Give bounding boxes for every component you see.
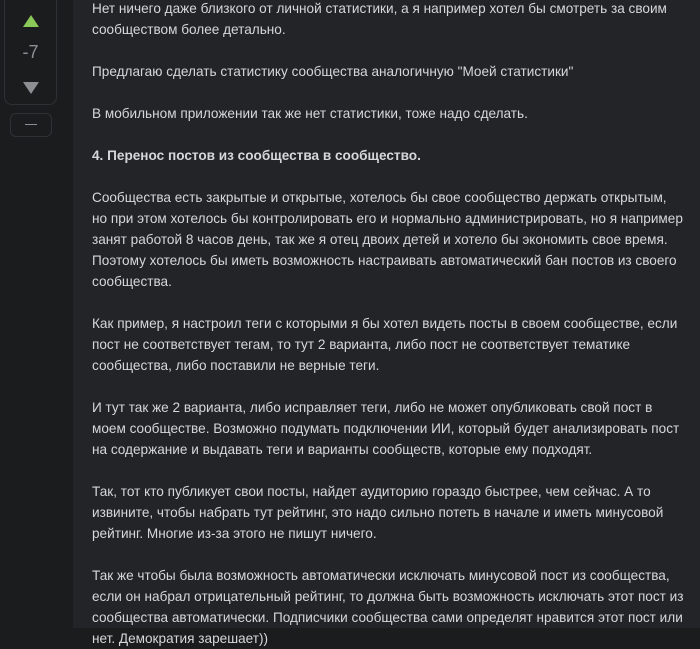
dash-icon: [25, 124, 37, 125]
post-paragraph: Как пример, я настроил теги с которыми я бы хотел видеть посты в своем сообществе, если пост не соответствует тегам, то тут 2 варианта, либо пост не соответствует тематике сообщества, либо поставили не верные теги.: [92, 316, 678, 373]
section-heading: 4. Перенос постов из сообщества в сообщество.: [92, 148, 421, 163]
vote-up-icon[interactable]: [23, 15, 39, 27]
rating-column: [0, 0, 62, 628]
collapse-button[interactable]: [10, 113, 52, 137]
rating-box: [4, 0, 57, 105]
post-content: [73, 0, 700, 646]
post-paragraph: Сообщества есть закрытые и открытые, хотелось бы свое сообщество держать открытым, но при этом хотелось бы контролировать его и нормально администрировать, но я например занят работой 8 часов день, так же я отец двоих детей и хотело бы экономить свое время. Поэтому хотелось бы иметь возможность настраивать автоматический бан постов из своего сообщества.: [92, 190, 683, 289]
vote-down-icon[interactable]: [23, 82, 39, 94]
post-paragraph: Нет ничего даже близкого от личной статистики, а я например хотел бы смотреть за своим сообществом более детально.: [92, 1, 667, 37]
post-paragraph: В мобильном приложении так же нет статистики, тоже надо сделать.: [92, 106, 528, 121]
post-paragraph: Предлагаю сделать статистику сообщества аналогичную "Моей статистики": [92, 64, 574, 79]
post-paragraph: И тут так же 2 варианта, либо исправляет теги, либо не может опубликовать свой пост в моем сообществе. Возможно подумать подключении ИИ, который будет анализировать пост на содержание и выдавать теги и варианты сообществ, которые ему подходят.: [92, 400, 680, 457]
post-paragraph: Так, тот кто публикует свои посты, найдет аудиторию гораздо быстрее, чем сейчас. А то извините, чтобы набрать тут рейтинг, это надо сильно потеть в начале и иметь минусовой рейтинг. Многие из-за этого не пишут ничего.: [92, 484, 664, 541]
rating-value: -7: [22, 42, 39, 62]
post-paragraph: Так же чтобы была возможность автоматически исключать минусовой пост из сообщества, если он набрал отрицательный рейтинг, то должна быть возможность исключать этот пост из сообщества автоматически. Подписчики сообщества сами определят нравится этот пост или нет. Демократия зарешает)): [92, 568, 684, 646]
